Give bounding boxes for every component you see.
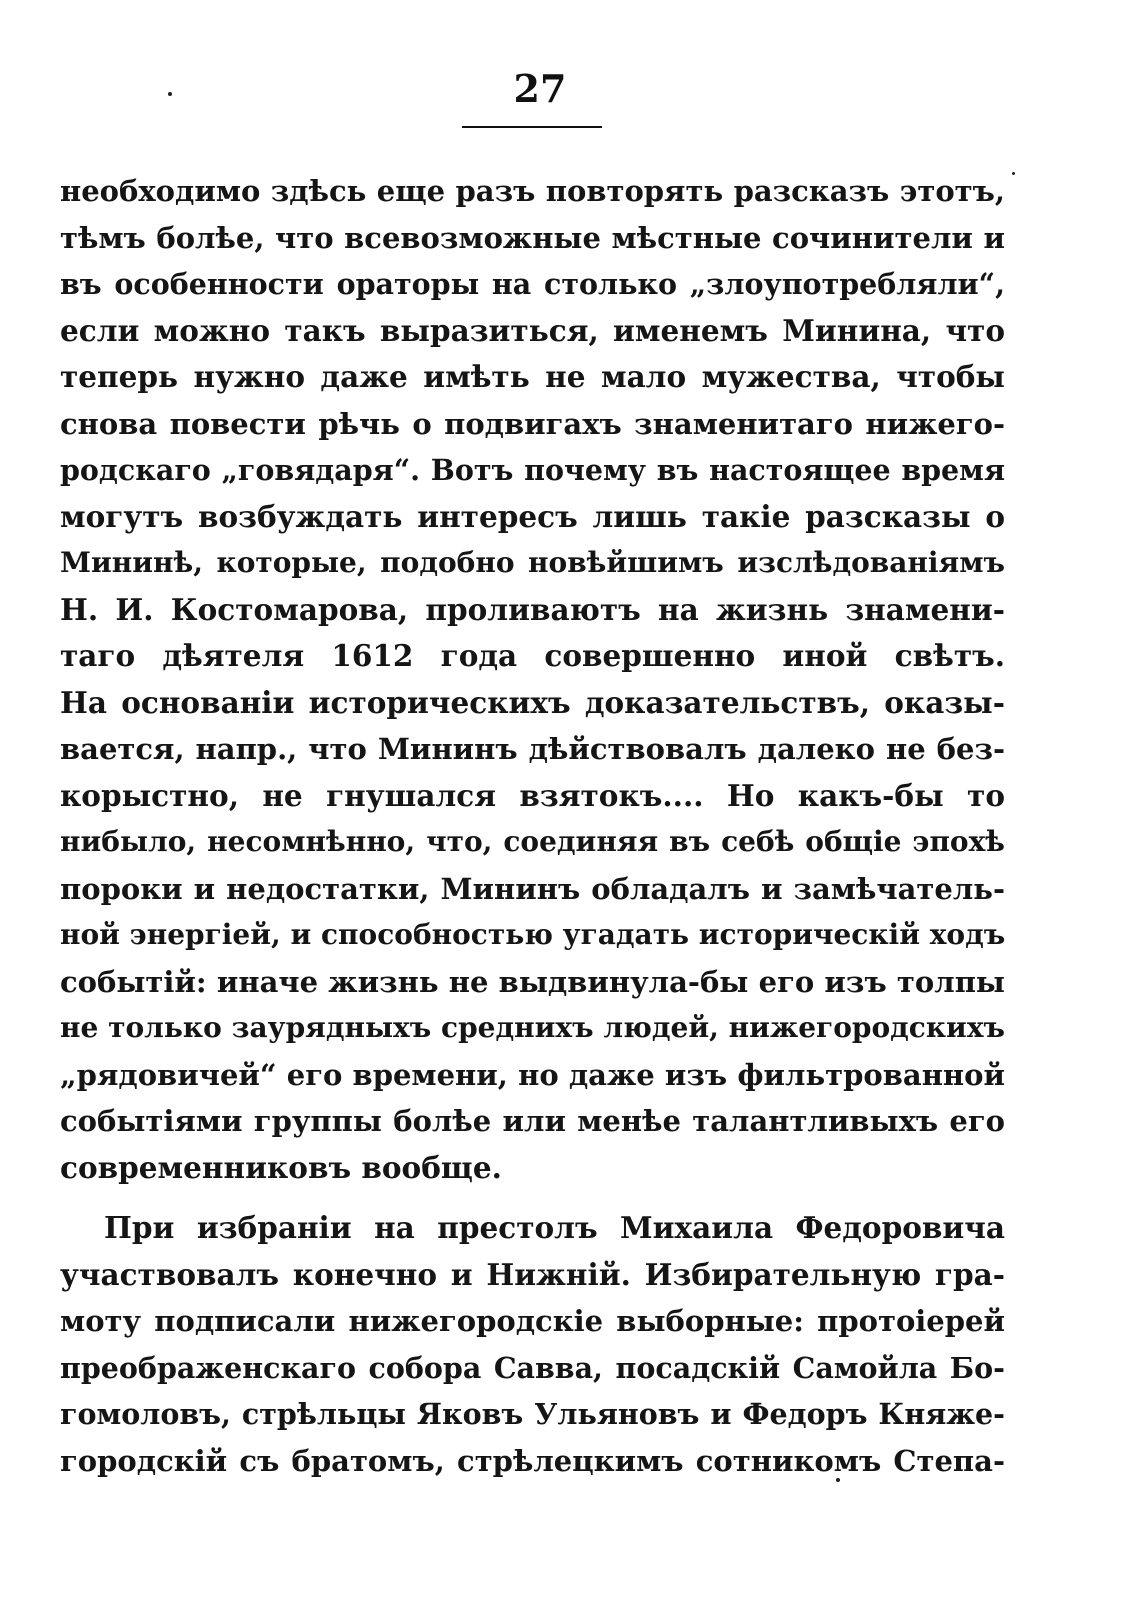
paragraph-2: [60, 1205, 1005, 1484]
text-line: На основаніи историческихъ доказательствъ, оказы-: [60, 684, 1005, 720]
text-line: теперь нужно даже имѣть не мало мужества, чтобы: [60, 359, 1005, 394]
text-line: гомоловъ, стрѣльцы Яковъ Ульяновъ и Федоръ Княже-: [60, 1397, 1005, 1431]
text-line: городскій съ братомъ, стрѣлецкимъ сотникомъ Степа-: [60, 1443, 1005, 1478]
text-line: не только заурядныхъ среднихъ людей, нижегородскихъ: [60, 1011, 1005, 1044]
body-text: [60, 168, 1005, 1484]
text-line: „рядовичей“ его времени, но даже изъ фильтрованной: [60, 1057, 1005, 1092]
text-line: Н. И. Костомарова, проливаютъ на жизнь знамени-: [60, 591, 1005, 627]
text-line: если можно такъ выразиться, именемъ Минина, что: [60, 312, 1005, 348]
text-line: корыстно, не гнушался взятокъ.... Но какъ-бы то: [60, 777, 1005, 813]
text-line: въ особенности ораторы на столько „злоупотребляли“,: [60, 267, 1005, 301]
print-speck: [1012, 172, 1015, 175]
page-number-rule: [462, 126, 602, 128]
text-line: пороки и недостатки, Мининъ обладалъ и замѣчатель-: [60, 871, 1005, 906]
text-line: снова повести рѣчь о подвигахъ знаменитаго нижего-: [60, 406, 1005, 441]
text-line: вается, напр., что Мининъ дѣйствовалъ далеко не без-: [60, 732, 1005, 766]
text-line: преображенскаго собора Савва, посадскій Самойла Бо-: [60, 1350, 1005, 1385]
text-line: необходимо здѣсь еще разъ повторять разсказъ этотъ,: [60, 174, 1005, 208]
text-line: нибыло, несомнѣнно, что, соединяя въ себѣ общіе эпохѣ: [60, 825, 1005, 858]
text-line: участвовалъ конечно и Нижній. Избирательную гра-: [60, 1256, 1005, 1292]
text-line: ной энергіей, и способностью угадать историческій ходъ: [60, 918, 1005, 951]
text-line: моту подписали нижегородскіе выборные: протоіерей: [60, 1304, 1005, 1338]
text-line: событіями группы болѣе или менѣе талантливыхъ его: [60, 1104, 1005, 1138]
text-line: таго дѣятеля 1612 года совершенно иной свѣтъ.: [60, 638, 1005, 673]
paragraph-gap: [60, 1191, 1005, 1205]
print-speck: [168, 92, 172, 96]
text-line: событій: иначе жизнь не выдвинула-бы его изъ толпы: [60, 964, 1005, 999]
text-line: При избраніи на престолъ Михаила Федоровича: [104, 1210, 1005, 1245]
text-line: родскаго „говядаря“. Вотъ почему въ настоящее время: [60, 453, 1005, 487]
text-line: Мининѣ, которые, подобно новѣйшимъ изслѣдованіямъ: [60, 546, 1005, 579]
paragraph-1: [60, 168, 1005, 1191]
page-number: 27: [513, 66, 567, 111]
text-line: современниковъ вообще.: [60, 1149, 502, 1185]
text-line: тѣмъ болѣе, что всевозможные мѣстные сочинители и: [60, 220, 1005, 255]
text-line: могутъ возбуждать интересъ лишь такіе разсказы о: [60, 498, 1005, 534]
